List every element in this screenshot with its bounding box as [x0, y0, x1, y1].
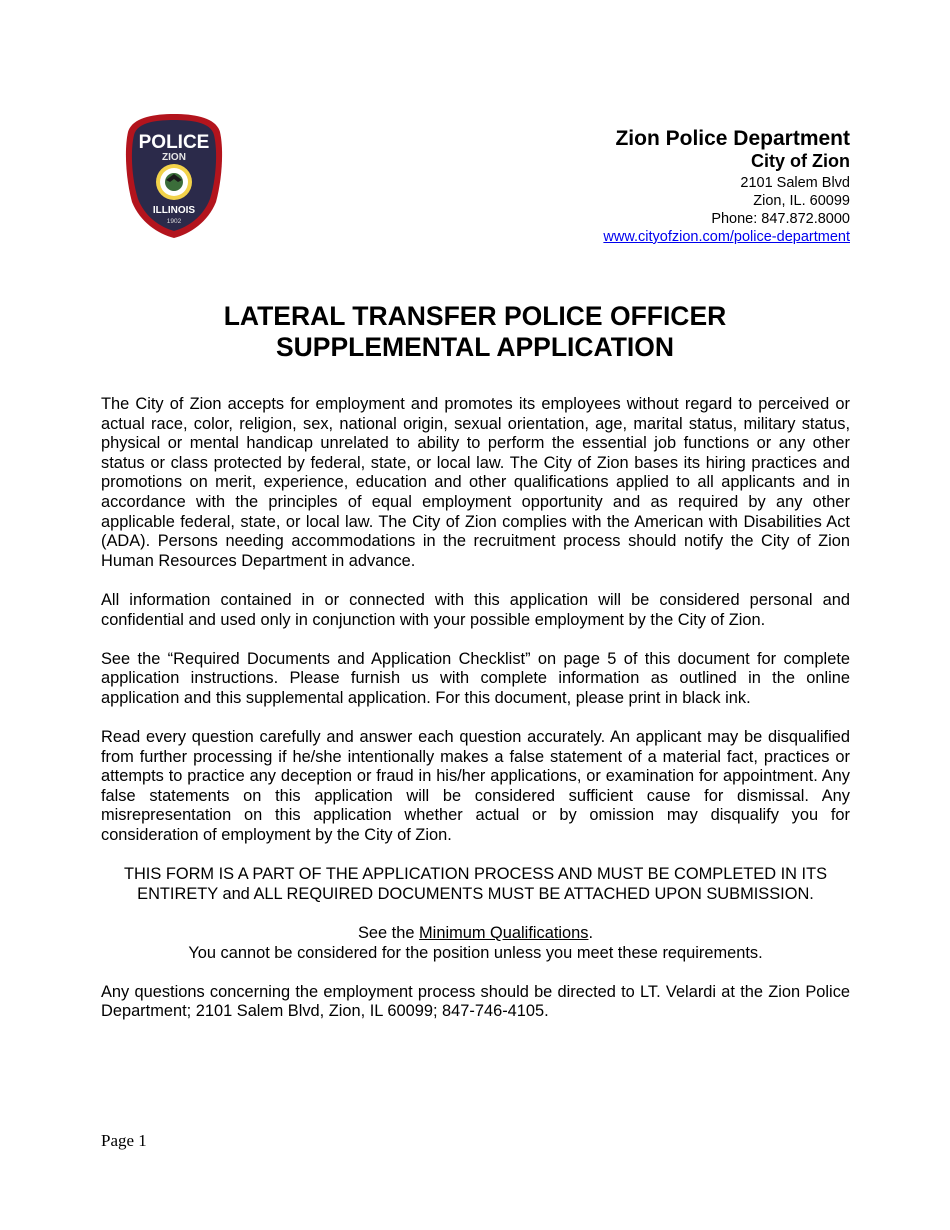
- street-address: 2101 Salem Blvd: [740, 174, 850, 191]
- title-line-1: LATERAL TRANSFER POLICE OFFICER: [223, 301, 727, 331]
- equal-opportunity-paragraph: The City of Zion accepts for employment and promotes its employees without regard to perceived or actual race, color, religion, sex, national origin, sexual orientation, age, marital status, military status, physical or mental handicap unrelated to ability to perform the essential job functions or any other status or class protected by federal, state, or local law. The City of Zion bases its hiring practices and promotions on merit, experience, education and other qualifications applied to all applicants and in accordance with the principles of equal employment opportunity and as required by any other applicable federal, state, or local law. The City of Zion complies with the American with Disabilities Act (ADA). Persons needing accommodations in the recruitment process should notify the City of Zion Human Resources Department in advance.: [101, 395, 850, 570]
- see-suffix: .: [588, 924, 594, 943]
- qualifications-paragraph: [101, 924, 850, 963]
- police-badge-logo: [122, 110, 226, 240]
- requirement-text: You cannot be considered for the position unless you meet these requirements.: [188, 943, 763, 962]
- accuracy-paragraph: Read every question carefully and answer each question accurately. An applicant may be disqualified from further processing if he/she intentionally makes a false statement of a material fact, practices or attempts to practice any deception or fraud in his/her applications, or examination for appointment. Any false statements on this application will be considered sufficient cause for dismissal. Any misrepresentation on this application whether actual or by omission may disqualify you for consideration of employment by the City of Zion.: [101, 728, 850, 845]
- page-number: Page 1: [101, 1131, 147, 1150]
- city-name: City of Zion: [751, 151, 850, 172]
- contact-paragraph: Any questions concerning the employment process should be directed to LT. Velardi at the Zion Police Department; 2101 Salem Blvd, Zion, IL 60099; 847-746-4105.: [101, 982, 850, 1021]
- badge-year: 1902: [166, 218, 182, 225]
- badge-middle-text: ZION: [162, 152, 186, 163]
- badge-top-text: POLICE: [138, 132, 210, 153]
- title-line-2: SUPPLEMENTAL APPLICATION: [275, 332, 674, 362]
- website-link[interactable]: www.cityofzion.com/police-department: [603, 228, 850, 245]
- badge-bottom-text: ILLINOIS: [152, 205, 196, 216]
- phone-number: Phone: 847.872.8000: [711, 210, 850, 227]
- document-title: [0, 301, 950, 363]
- department-name: Zion Police Department: [615, 127, 850, 150]
- confidentiality-paragraph: All information contained in or connected with this application will be considered personal and confidential and used only in conjunction with your possible employment by the City of Zion.: [101, 590, 850, 629]
- see-prefix: See the: [357, 924, 420, 943]
- notice-paragraph: THIS FORM IS A PART OF THE APPLICATION PROCESS AND MUST BE COMPLETED IN ITS ENTIRETY and ALL REQUIRED DOCUMENTS MUST BE ATTACHED UPON SUBMISSION.: [123, 865, 828, 903]
- document-body: [101, 395, 850, 1042]
- minimum-qualifications-link[interactable]: Minimum Qualifications: [419, 924, 589, 943]
- letterhead: [603, 126, 850, 246]
- city-state-zip: Zion, IL. 60099: [753, 192, 850, 209]
- instructions-paragraph: See the “Required Documents and Application Checklist” on page 5 of this document for complete application instructions. Please furnish us with complete information as outlined in the online application and this supplemental application. For this document, please print in black ink.: [101, 649, 850, 707]
